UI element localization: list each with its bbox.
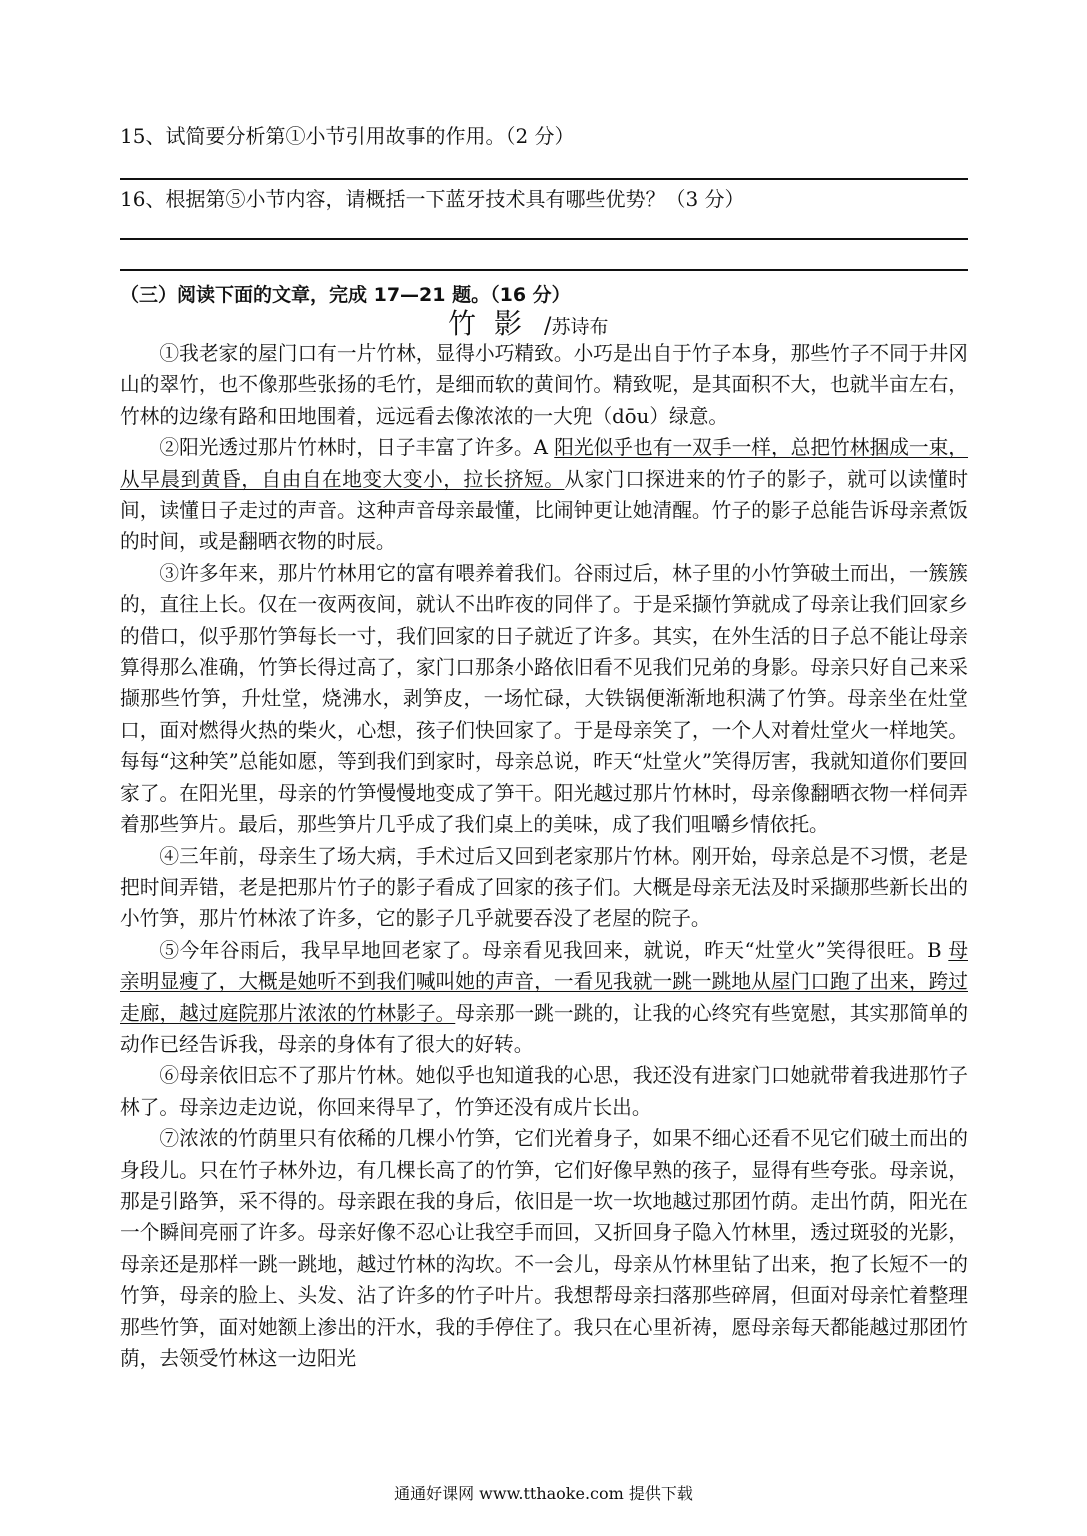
article-title: 竹影 — [448, 307, 541, 340]
underlined-sentence-a: 阳光似乎也有一双手一样，总把竹林捆成一束，从早晨到黄昏，自由自在地变大变小，拉长挤短。 — [120, 436, 968, 491]
paragraph-3: ③许多年来，那片竹林用它的富有喂养着我们。谷雨过后，林子里的小竹笋破土而出，一簇簇的，直往上长。仅在一夜两夜间，就认不出昨夜的同伴了。于是采撷竹笋就成了母亲让我们回家乡的借口，似乎那竹笋每长一寸，我们回家的日子就近了许多。其实，在外生活的日子总不能让母亲算得那么准确，竹笋长得过高了，家门口那条小路依旧看不见我们兄弟的身影。母亲只好自己来采撷那些竹笋，升灶堂，烧沸水，剥笋皮，一场忙碌，大铁锅便渐渐地积满了竹笋。母亲坐在灶堂口，面对燃得火热的柴火，心想，孩子们快回家了。于是母亲笑了，一个人对着灶堂火一样地笑。每每“这种笑”总能如愿，等到我们到家时，母亲总说，昨天“灶堂火”笑得厉害，我就知道你们要回家了。在阳光里，母亲的竹笋慢慢地变成了笋干。阳光越过那片竹林时，母亲像翻晒衣物一样伺弄着那些笋片。最后，那些笋片几乎成了我们桌上的美味，成了我们咀嚼乡情依托。 — [120, 561, 968, 837]
section-heading: （三）阅读下面的文章，完成 17—21 题。（16 分） — [120, 284, 571, 306]
answer-line-16b — [120, 269, 968, 271]
paragraph-6: ⑥母亲依旧忘不了那片竹林。她似乎也知道我的心思，我还没有进家门口她就带着我进那竹子林了。母亲边走边说，你回来得早了，竹笋还没有成片长出。 — [120, 1064, 968, 1119]
paragraph-2 — [120, 432, 968, 558]
paragraph-7: ⑦浓浓的竹荫里只有依稀的几棵小竹笋，它们光着身子，如果不细心还看不见它们破土而出的身段儿。只在竹子林外边，有几棵长高了的竹笋，它们好像早熟的孩子，显得有些夸张。母亲说，那是引路笋，采不得的。母亲跟在我的身后，依旧是一坎一坎地越过那团竹荫。走出竹荫，阳光在一个瞬间亮丽了许多。母亲好像不忍心让我空手而回，又折回身子隐入竹林里，透过斑驳的光影，母亲还是那样一跳一跳地，越过竹林的沟坎。不一会儿，母亲从竹林里钻了出来，抱了长短不一的竹笋，母亲的脸上、头发、沾了许多的竹子叶片。我想帮母亲扫落那些碎屑，但面对母亲忙着整理那些竹笋，面对她额上渗出的汗水，我的手停住了。我只在心里祈祷，愿母亲每天都能越过那团竹荫，去领受竹林这一边阳光 — [120, 1127, 968, 1370]
answer-line-16a — [120, 238, 968, 240]
paragraph-5-text: ⑤今年谷雨后，我早早地回老家了。母亲看见我回来，就说，昨天“灶堂火”笑得很旺。B — [159, 938, 949, 962]
underlined-sentence-b: 母亲明显瘦了，大概是她听不到我们喊叫她的声音，一看见我就一跳一跳地从屋门口跑了出来，跨过走廊，越过庭院那片浓浓的竹林影子。 — [120, 938, 968, 1025]
paragraph-4: ④三年前，母亲生了场大病，手术过后又回到老家那片竹林。刚开始，母亲总是不习惯，老是把时间弄错，老是把那片竹子的影子看成了回家的孩子们。大概是母亲无法及时采撷那些新长出的小竹笋，那片竹林浓了许多，它的影子几乎就要吞没了老屋的院子。 — [120, 844, 968, 931]
answer-line-15 — [120, 178, 968, 180]
page-footer: 通通好课网 www.tthaoke.com 提供下载 — [394, 1484, 693, 1503]
paragraph-2-text: ②阳光透过那片竹林时，日子丰富了许多。A — [159, 436, 555, 460]
article-body — [120, 338, 968, 1374]
question-16: 16、根据第⑤小节内容，请概括一下蓝牙技术具有哪些优势？（3 分） — [120, 187, 745, 211]
paragraph-2-rest: 从家门口探进来的竹子的影子，就可以读懂时间，读懂日子走过的声音。这种声音母亲最懂，比闹钟更让她清醒。竹子的影子总能告诉母亲煮饭的时间，或是翻晒衣物的时辰。 — [120, 467, 969, 554]
paragraph-5 — [120, 935, 968, 1061]
paragraph-1: ①我老家的屋门口有一片竹林，显得小巧精致。小巧是出自于竹子本身，那些竹子不同于井冈山的翠竹，也不像那些张扬的毛竹，是细而软的黄间竹。精致呢，是其面积不大，也就半亩左右，竹林的边缘有路和田地围着，远远看去像浓浓的一大兜（dōu）绿意。 — [120, 342, 968, 428]
article-author: 苏诗布 — [551, 316, 609, 338]
paragraph-5-rest: 母亲那一跳一跳的，让我的心终究有些宽慰，其实那简单的动作已经告诉我，母亲的身体有了很大的好转。 — [120, 1001, 969, 1056]
question-15: 15、试简要分析第①小节引用故事的作用。（2 分） — [120, 124, 575, 148]
title-slash: / — [544, 314, 552, 339]
